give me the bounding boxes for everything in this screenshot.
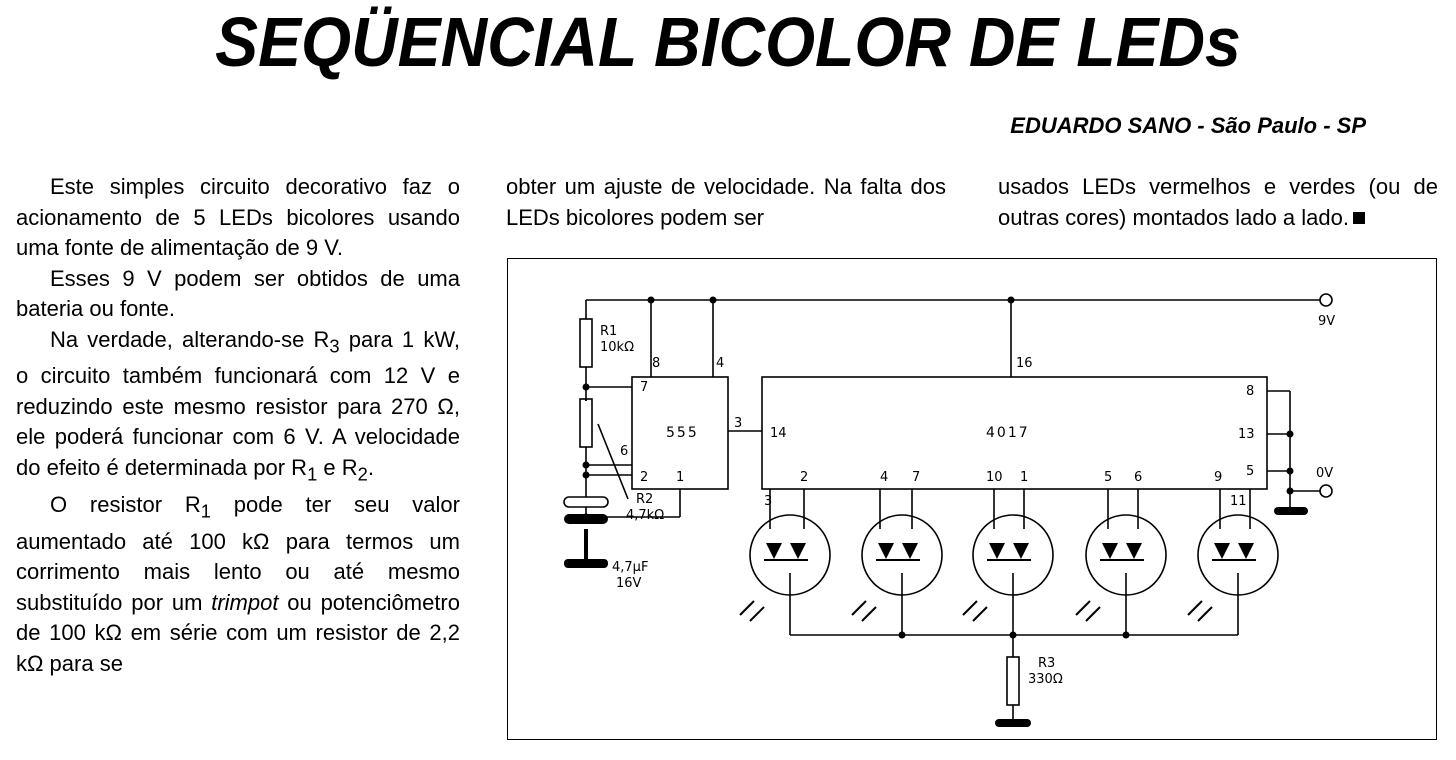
pin-label: 11 xyxy=(1230,494,1247,509)
pin-label: 3 xyxy=(764,494,773,509)
schematic-drawing xyxy=(508,259,1438,741)
r2-value: 4,7kΩ xyxy=(626,508,665,523)
pin-label: 13 xyxy=(1238,427,1255,442)
pin-label: 7 xyxy=(912,470,921,485)
pin-label: 16 xyxy=(1016,356,1033,371)
paragraph-end: usados LEDs vermelhos e verdes (ou de outras cores) montados lado a lado. xyxy=(998,174,1438,230)
capacitor-value: 4,7µF xyxy=(612,560,649,575)
page-title: SEQÜENCIAL BICOLOR DE LEDs xyxy=(215,3,1241,81)
r1-value: 10kΩ xyxy=(600,340,635,355)
pin-label: 4 xyxy=(880,470,889,485)
article-column-3 xyxy=(998,172,1438,233)
supply-label: 9V xyxy=(1318,314,1336,329)
pin-label: 6 xyxy=(1134,470,1143,485)
pin-label: 5 xyxy=(1246,464,1255,479)
capacitor-voltage: 16V xyxy=(616,576,642,591)
pin-label: 2 xyxy=(640,470,649,485)
pin-label: 6 xyxy=(620,444,629,459)
pin-label: 1 xyxy=(1020,470,1029,485)
paragraph-intro: Este simples circuito decorativo faz o acionamento de 5 LEDs bicolores usando uma fonte de alimentação de 9 V. xyxy=(16,174,460,260)
author-byline: EDUARDO SANO - São Paulo - SP xyxy=(1010,113,1366,138)
r3-name: R3 xyxy=(1038,656,1056,671)
pin-label: 14 xyxy=(770,426,787,441)
pin-label: 1 xyxy=(676,470,685,485)
pin-label: 8 xyxy=(652,356,661,371)
pin-label: 3 xyxy=(734,416,743,431)
ic-555-label: 555 xyxy=(666,425,699,441)
r2-name: R2 xyxy=(636,492,654,507)
paragraph-continued: obter um ajuste de velocidade. Na falta dos LEDs bicolores podem ser xyxy=(506,174,946,230)
paragraph-voltage: Na verdade, alterando-se $R_3$ para 1 kW, o circuito também funcionará com 12 V e reduzindo este mesmo resistor para 270 Ω, ele poderá funcionar com 6 V. A velocidade do efeito é determinada por $R_1$ e $R_2$. xyxy=(16,326,460,485)
end-mark-icon xyxy=(1353,212,1365,224)
paragraph-battery: Esses 9 V podem ser obtidos de uma bateria ou fonte. xyxy=(16,265,460,321)
pin-label: 10 xyxy=(986,470,1003,485)
pin-label: 4 xyxy=(716,356,725,371)
r1-name: R1 xyxy=(600,324,618,339)
pin-label: 7 xyxy=(640,380,649,395)
pin-label: 9 xyxy=(1214,470,1223,485)
ground-label: 0V xyxy=(1316,466,1334,481)
article-column-2 xyxy=(506,172,946,233)
paragraph-resistor: O resistor $R_1$ pode ter seu valor aumentado até 100 kΩ para termos um corrimento mais lento ou até mesmo substituído por um trimpot ou potenciômetro de 100 kΩ em série com um resistor de 2,2 kΩ para se xyxy=(16,491,460,676)
pin-label: 2 xyxy=(800,470,809,485)
r3-value: 330Ω xyxy=(1028,672,1063,687)
circuit-schematic xyxy=(507,258,1437,740)
ic-4017-label: 4017 xyxy=(986,425,1030,441)
article-column-1 xyxy=(16,172,460,679)
pin-label: 5 xyxy=(1104,470,1113,485)
pin-label: 8 xyxy=(1246,384,1255,399)
